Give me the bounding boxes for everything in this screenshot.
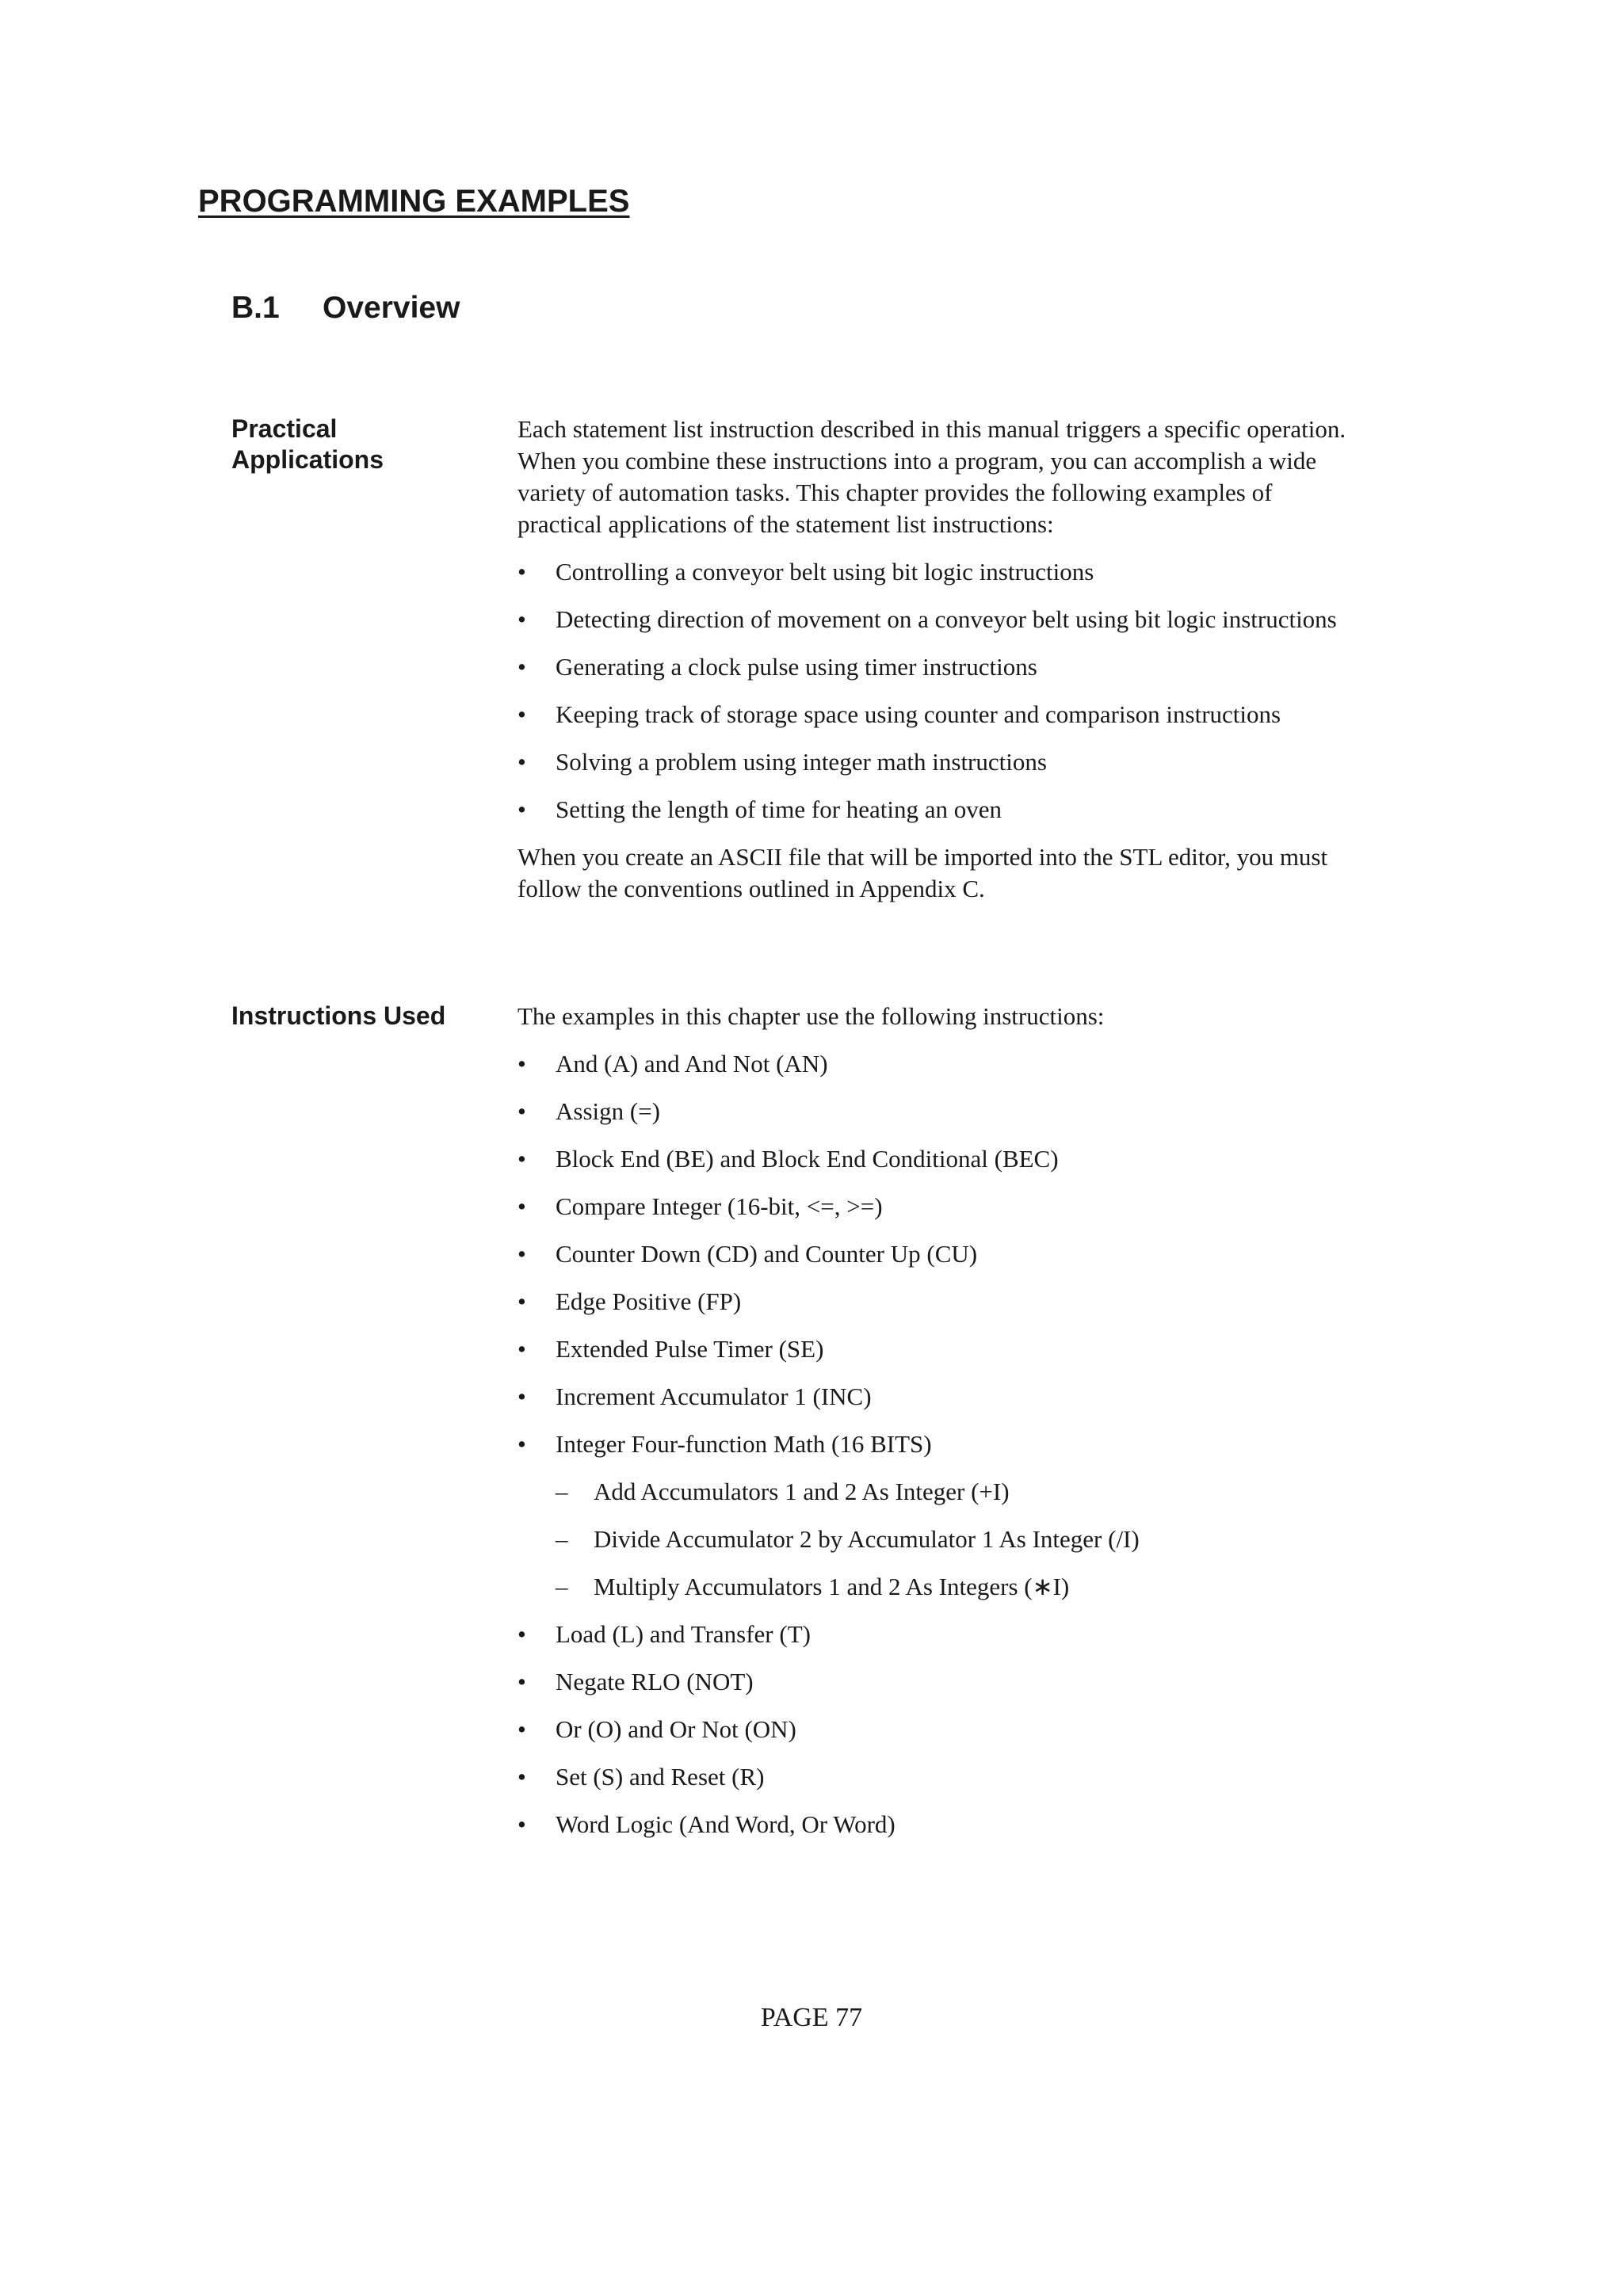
list-item: • Set (S) and Reset (R) — [517, 1761, 1358, 1793]
sub-list-item: – Multiply Accumulators 1 and 2 As Integers (∗I) — [517, 1571, 1358, 1603]
list-item: • Solving a problem using integer math instructions — [517, 746, 1358, 778]
practical-applications-block — [517, 414, 1358, 905]
practical-label-line2: Applications — [231, 445, 384, 474]
practical-intro: Each statement list instruction described in this manual triggers a specific operation. When you combine these instructions into a program, you can accomplish a wide variety of automation tasks. This chapter provides the following examples of practical applications of the statement list instructions: — [517, 415, 1346, 538]
list-item: • Word Logic (And Word, Or Word) — [517, 1809, 1358, 1840]
practical-label-line1: Practical — [231, 414, 338, 443]
main-heading: PROGRAMMING EXAMPLES — [198, 184, 630, 219]
practical-outro: When you create an ASCII file that will be imported into the STL editor, you must follow the conventions outlined in Appendix C. — [517, 843, 1328, 902]
section-title: Overview — [323, 291, 460, 325]
list-item: • Compare Integer (16-bit, <=, >=) — [517, 1191, 1358, 1222]
list-item: • Load (L) and Transfer (T) — [517, 1619, 1358, 1650]
list-item: • Detecting direction of movement on a conveyor belt using bit logic instructions — [517, 604, 1358, 635]
practical-applications-label — [231, 414, 384, 475]
list-item: • Extended Pulse Timer (SE) — [517, 1333, 1358, 1365]
instructions-list — [517, 1048, 1358, 1840]
instructions-intro: The examples in this chapter use the following instructions: — [517, 1002, 1105, 1030]
list-item: • Setting the length of time for heating an oven — [517, 794, 1358, 826]
sub-list-item: – Divide Accumulator 2 by Accumulator 1 As Integer (/I) — [517, 1524, 1358, 1555]
list-item: • And (A) and And Not (AN) — [517, 1048, 1358, 1080]
list-item: • Integer Four-function Math (16 BITS) — [517, 1428, 1358, 1460]
list-item: • Controlling a conveyor belt using bit logic instructions — [517, 556, 1358, 588]
page-number: PAGE 77 — [760, 2003, 863, 2032]
list-item: • Keeping track of storage space using counter and comparison instructions — [517, 699, 1358, 730]
list-item: • Assign (=) — [517, 1096, 1358, 1127]
instructions-used-block — [517, 1001, 1358, 1840]
section-number: B.1 — [231, 291, 280, 325]
list-item: • Or (O) and Or Not (ON) — [517, 1714, 1358, 1745]
list-item: • Block End (BE) and Block End Conditional (BEC) — [517, 1143, 1358, 1175]
list-item: • Negate RLO (NOT) — [517, 1666, 1358, 1698]
sub-list-item: – Add Accumulators 1 and 2 As Integer (+I) — [517, 1476, 1358, 1508]
instructions-used-label: Instructions Used — [231, 1001, 446, 1030]
list-item: • Increment Accumulator 1 (INC) — [517, 1381, 1358, 1413]
practical-list — [517, 556, 1358, 826]
list-item: • Generating a clock pulse using timer instructions — [517, 651, 1358, 683]
list-item: • Counter Down (CD) and Counter Up (CU) — [517, 1238, 1358, 1270]
list-item: • Edge Positive (FP) — [517, 1286, 1358, 1318]
section-heading — [231, 291, 460, 326]
